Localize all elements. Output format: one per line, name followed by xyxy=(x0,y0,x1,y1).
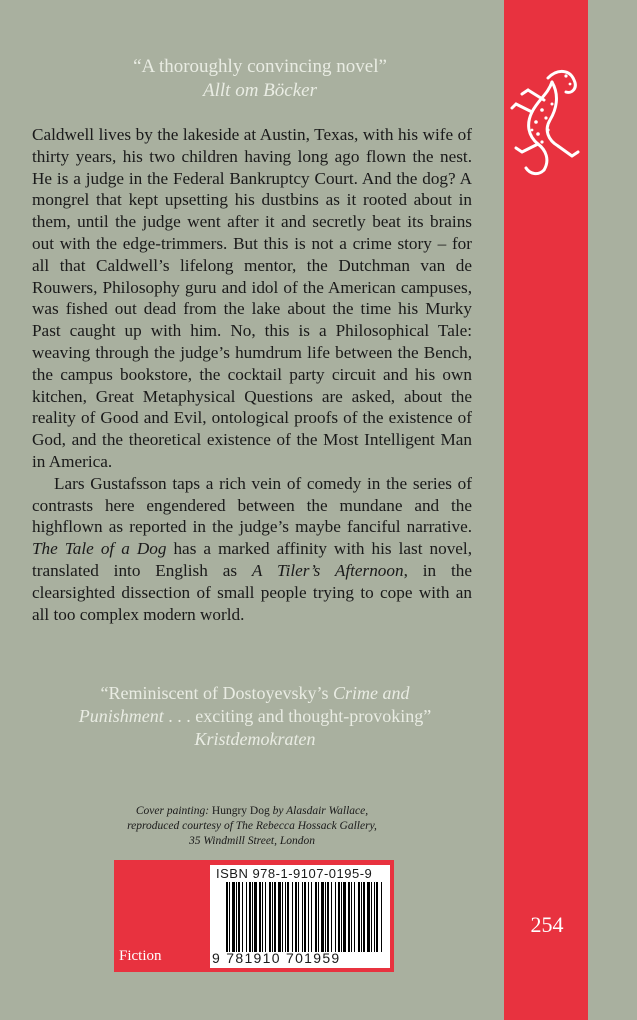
barcode-bar xyxy=(335,882,336,952)
barcode xyxy=(226,882,384,952)
credit-label: Cover painting: xyxy=(135,805,210,817)
barcode-bar xyxy=(308,882,309,952)
barcode-bar xyxy=(229,882,230,952)
barcode-bar xyxy=(287,882,289,952)
barcode-bar xyxy=(265,882,266,952)
barcode-bar xyxy=(295,882,297,952)
credit-line-3 xyxy=(118,834,386,849)
barcode-bar xyxy=(252,882,253,952)
blurb-p2-text-b: has a marked affinity with his last novel, translated into English as xyxy=(32,539,472,580)
top-quote-source: Allt om Böcker xyxy=(203,80,317,101)
credit-artist: by Alasdair Wallace, xyxy=(272,805,369,817)
bottom-quote-source: Kristdemokraten xyxy=(194,729,316,749)
blurb-p2-text-a: Lars Gustafsson taps a rich vein of comedy in the series of contrasts here engendered between the mundane and the highflown as reported in the judge’s maybe fanciful narrative. xyxy=(32,473,472,537)
isbn-label: ISBN 978-1-9107-0195-9 xyxy=(216,866,373,881)
catalogue-number: 254 xyxy=(530,912,564,937)
barcode-bar xyxy=(278,882,281,952)
credit-line-2 xyxy=(118,819,386,834)
credit-painting-title: Hungry Dog xyxy=(209,805,273,817)
barcode-bar xyxy=(354,882,355,952)
barcode-bar xyxy=(371,882,372,952)
barcode-bar xyxy=(311,882,312,952)
barcode-bar xyxy=(361,882,362,952)
bottom-quote-title: Crime and Punishment xyxy=(78,683,410,726)
barcode-bar xyxy=(315,882,317,952)
bottom-quote-text-b: . . . exciting and thought-provoking” xyxy=(163,706,432,726)
leaping-jaguar-icon xyxy=(508,60,586,180)
barcode-bar xyxy=(341,882,342,952)
barcode-bar xyxy=(348,882,350,952)
top-quote-text: “A thoroughly convincing novel” xyxy=(133,56,387,77)
barcode-bar xyxy=(358,882,360,952)
barcode-bar xyxy=(374,882,375,952)
barcode-bar xyxy=(259,882,261,952)
barcode-bar xyxy=(327,882,329,952)
barcode-bar xyxy=(246,882,247,952)
barcode-bar xyxy=(272,882,273,952)
barcode-bar xyxy=(232,882,235,952)
barcode-bar xyxy=(367,882,370,952)
barcode-bar xyxy=(325,882,326,952)
barcode-bar xyxy=(304,882,306,952)
barcode-bar xyxy=(351,882,352,952)
genre-label: Fiction xyxy=(119,948,162,964)
barcode-bar xyxy=(262,882,263,952)
barcode-bar xyxy=(298,882,299,952)
barcode-bar xyxy=(274,882,276,952)
barcode-digits: 9 781910 701959 xyxy=(212,950,341,966)
barcode-bar xyxy=(343,882,346,952)
barcode-bar xyxy=(318,882,319,952)
bottom-review-quote xyxy=(60,682,450,751)
barcode-bar xyxy=(249,882,251,952)
bottom-quote-text xyxy=(60,682,450,728)
barcode-bar xyxy=(226,882,228,952)
barcode-bar xyxy=(381,882,382,952)
blurb-paragraph-2 xyxy=(32,473,472,626)
barcode-bar xyxy=(321,882,324,952)
barcode-bar xyxy=(363,882,365,952)
top-review-quote xyxy=(30,55,490,103)
book-blurb xyxy=(32,124,472,625)
barcode-bar xyxy=(236,882,237,952)
barcode-bar xyxy=(242,882,243,952)
credit-gallery: reproduced courtesy of The Rebecca Hossack Gallery, xyxy=(127,820,377,832)
blurb-title-tale-of-a-dog: The Tale of a Dog xyxy=(32,539,167,559)
barcode-bar xyxy=(302,882,303,952)
credit-line-1 xyxy=(118,804,386,819)
blurb-p2-text-c: , in the clearsighted dissection of small people trying to cope with an all too complex modern world. xyxy=(32,560,472,624)
cover-credit xyxy=(118,804,386,849)
barcode-bar xyxy=(331,882,332,952)
credit-address: 35 Windmill Street, London xyxy=(188,835,316,847)
blurb-title-tilers-afternoon: A Tiler’s Afternoon xyxy=(251,560,404,580)
blurb-paragraph-1: Caldwell lives by the lakeside at Austin, Texas, with his wife of thirty years, his two children having long ago flown the nest. He is a judge in the Federal Bankruptcy Court. And the dog? A mongrel that kept upsetting his dustbins as it rooted about in them, until the judge went after it and secretly beat its brains out with the edge-trimmers. But this is not a crime story – for all that Caldwell’s lifelong mentor, the Dutchman van de Rouwers, Philosophy guru and idol of the American campuses, was fished out dead from the lake about the time his Murky Past caught up with him. No, this is a Philosophical Tale: weaving through the judge’s humdrum life between the Bench, the campus bookstore, the cocktail party circuit and his own kitchen, Great Metaphysical Questions are asked, about the reality of Good and Evil, ontological proofs of the existence of God, and the theoretical existence of the Most Intelligent Man in America. xyxy=(32,125,472,471)
barcode-bar xyxy=(238,882,240,952)
barcode-bar xyxy=(292,882,293,952)
bottom-quote-text-a: “Reminiscent of Dostoyevsky’s xyxy=(100,683,333,703)
barcode-bar xyxy=(376,882,378,952)
barcode-bar xyxy=(285,882,286,952)
barcode-bar xyxy=(254,882,257,952)
barcode-bar xyxy=(282,882,283,952)
barcode-bar xyxy=(269,882,271,952)
barcode-bar xyxy=(338,882,340,952)
